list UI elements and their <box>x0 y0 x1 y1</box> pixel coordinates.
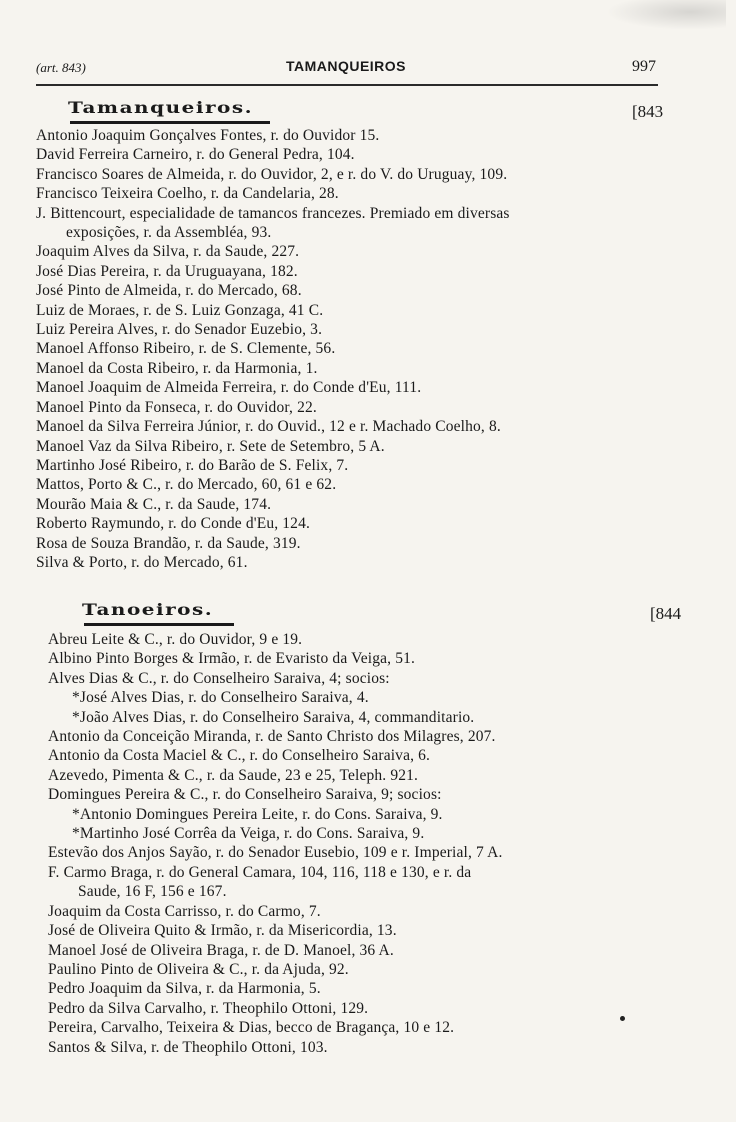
section-title: Tamanqueiros. <box>68 98 254 118</box>
entry-list <box>0 126 736 572</box>
directory-entry <box>36 204 736 243</box>
page-number: 997 <box>632 58 656 75</box>
entry-text: Mourão Maia & C., r. da Saude, 174. <box>36 495 272 513</box>
running-title: TAMANQUEIROS <box>285 58 407 74</box>
directory-entry <box>36 378 736 397</box>
directory-entry <box>36 126 736 145</box>
directory-entry <box>48 630 736 649</box>
entry-text: Estevão dos Anjos Sayão, r. do Senador Eusebio, 109 e r. Imperial, 7 A. <box>48 844 503 862</box>
entry-text: Francisco Soares de Almeida, r. do Ouvidor, 2, e r. do V. do Uruguay, 109. <box>36 165 508 183</box>
entry-text: Paulino Pinto de Oliveira & C., r. da Ajuda, 92. <box>48 960 349 978</box>
directory-entry <box>36 339 736 358</box>
directory-entry <box>48 1018 736 1037</box>
directory-entry <box>48 960 736 979</box>
directory-entry <box>36 145 736 164</box>
directory-entry <box>48 941 736 960</box>
entry-text: José de Oliveira Quito & Irmão, r. da Misericordia, 13. <box>48 922 397 940</box>
header-rule <box>36 84 658 86</box>
entry-text: Martinho José Ribeiro, r. do Barão de S. Felix, 7. <box>36 456 349 474</box>
directory-entry <box>48 902 736 921</box>
directory-entry <box>36 281 736 300</box>
directory-entry <box>36 359 736 378</box>
entry-text: José Dias Pereira, r. da Uruguayana, 182. <box>36 262 298 280</box>
entry-text: Domingues Pereira & C., r. do Conselheiro Saraiva, 9; socios: <box>48 786 442 804</box>
section-number: [843 <box>632 102 664 121</box>
entry-text: Joaquim da Costa Carrisso, r. do Carmo, 7. <box>48 902 321 920</box>
directory-entry <box>36 534 736 553</box>
section-number: [844 <box>650 604 682 623</box>
directory-entry <box>36 165 736 184</box>
socio-entry <box>48 824 736 843</box>
section-tanoeiros <box>0 600 736 1057</box>
entry-text: Antonio da Conceição Miranda, r. de Santo Christo dos Milagres, 207. <box>48 728 496 746</box>
entry-text: Roberto Raymundo, r. do Conde d'Eu, 124. <box>36 515 310 533</box>
title-underline <box>70 121 270 124</box>
entry-text: Luiz de Moraes, r. de S. Luiz Gonzaga, 41 C. <box>36 301 324 319</box>
running-head <box>36 58 656 78</box>
title-underline <box>84 623 234 626</box>
entry-text: Manoel José de Oliveira Braga, r. de D. Manoel, 36 A. <box>48 941 394 959</box>
section-heading <box>0 98 736 122</box>
directory-entry <box>36 398 736 417</box>
entry-text: Pedro da Silva Carvalho, r. Theophilo Ottoni, 129. <box>48 999 369 1017</box>
entry-text: David Ferreira Carneiro, r. do General Pedra, 104. <box>36 146 355 164</box>
entry-text: Antonio Joaquim Gonçalves Fontes, r. do Ouvidor 15. <box>36 127 380 144</box>
directory-entry <box>36 320 736 339</box>
entry-text: Joaquim Alves da Silva, r. da Saude, 227. <box>36 243 300 261</box>
section-title: Tanoeiros. <box>82 600 214 620</box>
directory-entry <box>48 727 736 746</box>
entry-text: *Martinho José Corrêa da Veiga, r. do Cons. Saraiva, 9. <box>72 825 425 843</box>
entry-text: Silva & Porto, r. do Mercado, 61. <box>36 553 248 571</box>
entry-text: Alves Dias & C., r. do Conselheiro Saraiva, 4; socios: <box>48 669 390 687</box>
directory-entry <box>36 514 736 533</box>
entry-text: Manoel Vaz da Silva Ribeiro, r. Sete de Setembro, 5 A. <box>36 437 385 455</box>
entry-text: Albino Pinto Borges & Irmão, r. de Evaristo da Veiga, 51. <box>48 650 416 668</box>
directory-entry <box>48 785 736 804</box>
entry-continuation: Saude, 16 F, 156 e 167. <box>78 883 227 901</box>
entry-text: Luiz Pereira Alves, r. do Senador Euzebio, 3. <box>36 321 323 339</box>
entry-text: José Pinto de Almeida, r. do Mercado, 68. <box>36 282 302 300</box>
directory-entry <box>36 553 736 572</box>
directory-entry <box>48 649 736 668</box>
entry-text: Manoel Joaquim de Almeida Ferreira, r. do Conde d'Eu, 111. <box>36 379 422 397</box>
entry-text: Manoel da Silva Ferreira Júnior, r. do Ouvid., 12 e r. Machado Coelho, 8. <box>36 418 501 436</box>
entry-text: Manoel Pinto da Fonseca, r. do Ouvidor, 22. <box>36 398 317 416</box>
section-heading <box>0 600 736 624</box>
ink-stain <box>606 0 726 30</box>
entry-text: *Antonio Domingues Pereira Leite, r. do Cons. Saraiva, 9. <box>72 805 443 823</box>
entry-continuation: exposições, r. da Assembléa, 93. <box>66 224 272 242</box>
directory-entry <box>36 301 736 320</box>
entry-text: Santos & Silva, r. de Theophilo Ottoni, 103. <box>48 1038 328 1056</box>
entry-text: Antonio da Costa Maciel & C., r. do Conselheiro Saraiva, 6. <box>48 747 431 765</box>
directory-entry <box>48 766 736 785</box>
socio-entry <box>48 708 736 727</box>
directory-entry <box>48 669 736 688</box>
socio-entry <box>48 688 736 707</box>
entry-text: Francisco Teixeira Coelho, r. da Candelaria, 28. <box>36 185 339 203</box>
entry-text: Pereira, Carvalho, Teixeira & Dias, becco de Bragança, 10 e 12. <box>48 1019 455 1037</box>
entry-text: Manoel da Costa Ribeiro, r. da Harmonia, 1. <box>36 359 318 377</box>
directory-entry <box>36 495 736 514</box>
entry-text: *José Alves Dias, r. do Conselheiro Saraiva, 4. <box>72 689 369 707</box>
directory-entry <box>36 437 736 456</box>
directory-entry <box>48 746 736 765</box>
article-range: (art. 843) <box>36 60 86 75</box>
directory-entry <box>48 999 736 1018</box>
directory-entry <box>36 184 736 203</box>
entry-text: Mattos, Porto & C., r. do Mercado, 60, 61 e 62. <box>36 476 337 494</box>
socio-entry <box>48 805 736 824</box>
entry-text: Rosa de Souza Brandão, r. da Saude, 319. <box>36 534 301 552</box>
directory-entry <box>48 979 736 998</box>
directory-entry <box>36 242 736 261</box>
entry-text: *João Alves Dias, r. do Conselheiro Saraiva, 4, commanditario. <box>72 708 475 726</box>
directory-entry <box>36 475 736 494</box>
entry-text: F. Carmo Braga, r. do General Camara, 104, 116, 118 e 130, e r. da <box>48 863 472 881</box>
directory-entry <box>48 921 736 940</box>
ink-dot <box>620 1016 625 1021</box>
entry-text: Manoel Affonso Ribeiro, r. de S. Clemente, 56. <box>36 340 336 358</box>
entry-text: J. Bittencourt, especialidade de tamancos francezes. Premiado em diversas <box>36 204 510 222</box>
directory-entry <box>48 1038 736 1057</box>
directory-entry <box>36 456 736 475</box>
directory-entry <box>36 417 736 436</box>
directory-entry <box>48 843 736 862</box>
entry-text: Abreu Leite & C., r. do Ouvidor, 9 e 19. <box>48 631 303 648</box>
directory-entry <box>36 262 736 281</box>
directory-entry <box>48 863 736 902</box>
entry-text: Pedro Joaquim da Silva, r. da Harmonia, 5. <box>48 980 321 998</box>
entry-text: Azevedo, Pimenta & C., r. da Saude, 23 e 25, Teleph. 921. <box>48 766 419 784</box>
section-tamanqueiros <box>0 98 736 572</box>
entry-list <box>0 630 736 1057</box>
